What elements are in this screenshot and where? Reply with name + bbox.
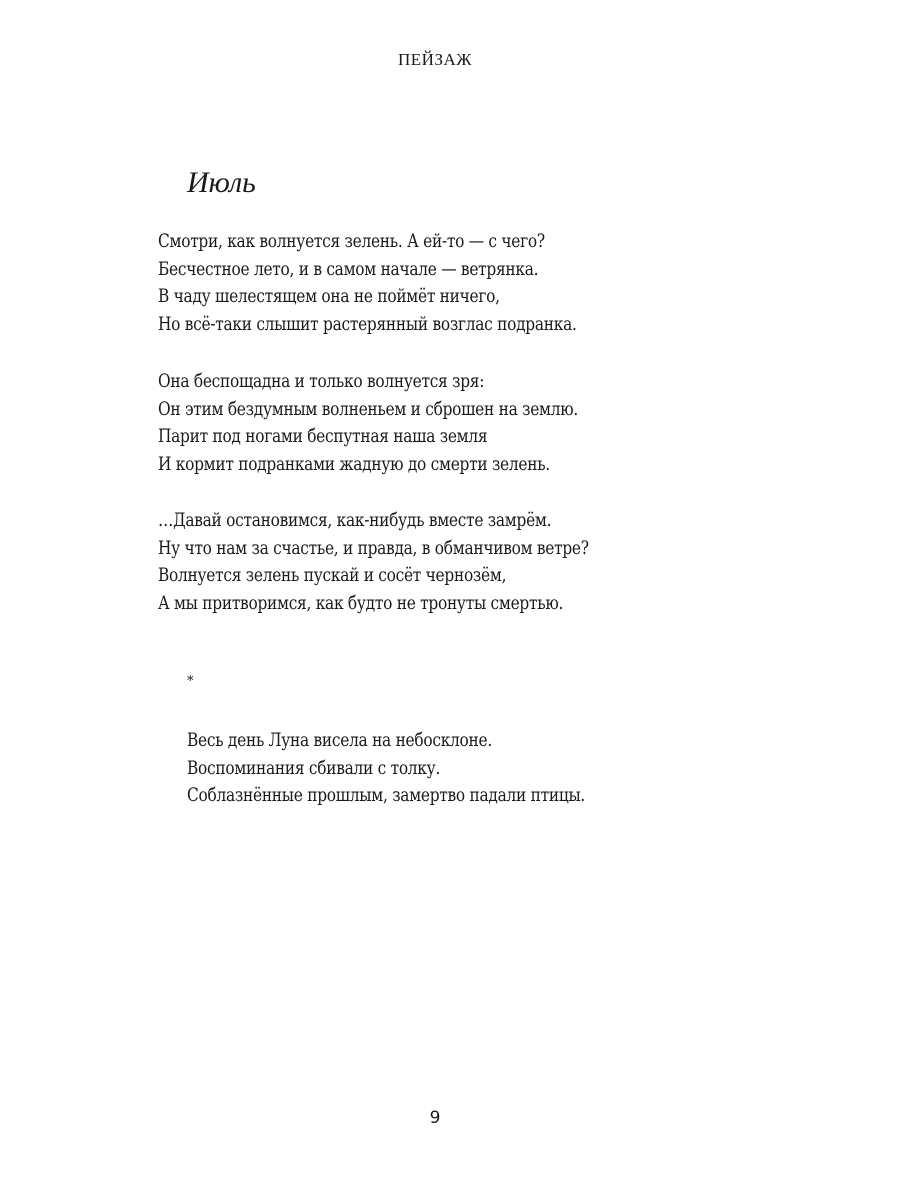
page-number: 9 <box>429 1108 441 1128</box>
section-asterisk: * <box>187 674 194 689</box>
verse-line: А мы притворимся, как будто не тронуты смертью. <box>158 591 564 614</box>
verse-line: Она беспощадна и только волнуется зря: <box>158 370 485 392</box>
stanza-1 <box>158 228 577 338</box>
verse-line: Он этим бездумным волненьем и сброшен на землю. <box>158 397 578 420</box>
running-head: ПЕЙЗАЖ <box>398 50 472 69</box>
verse-line: Но всё-таки слышит растерянный возглас подранка. <box>158 312 577 335</box>
verse-line: Воспоминания сбивали с толку. <box>187 756 441 779</box>
stanza-4 <box>187 727 585 810</box>
verse-line: Смотри, как волнуется зелень. А ей-то — с чего? <box>158 230 545 252</box>
verse-line: Бесчестное лето, и в самом начале — ветрянка. <box>158 257 539 280</box>
verse-line: Парит под ногами беспутная наша земля <box>158 425 488 447</box>
verse-line: Ну что нам за счастье, и правда, в обманчивом ветре? <box>158 536 589 559</box>
verse-line: …Давай остановимся, как-нибудь вместе замрём. <box>158 509 552 531</box>
verse-line: Весь день Луна висела на небосклоне. <box>187 729 492 751</box>
verse-line: И кормит подранками жадную до смерти зелень. <box>158 452 550 475</box>
verse-line: Волнуется зелень пускай и сосёт чернозём, <box>158 564 507 586</box>
stanza-3 <box>158 507 589 617</box>
verse-line: В чаду шелестящем она не поймёт ничего, <box>158 285 500 307</box>
poem-title: Июль <box>187 166 256 199</box>
verse-line: Соблазнённые прошлым, замертво падали птицы. <box>187 784 586 806</box>
stanza-2 <box>158 368 578 478</box>
